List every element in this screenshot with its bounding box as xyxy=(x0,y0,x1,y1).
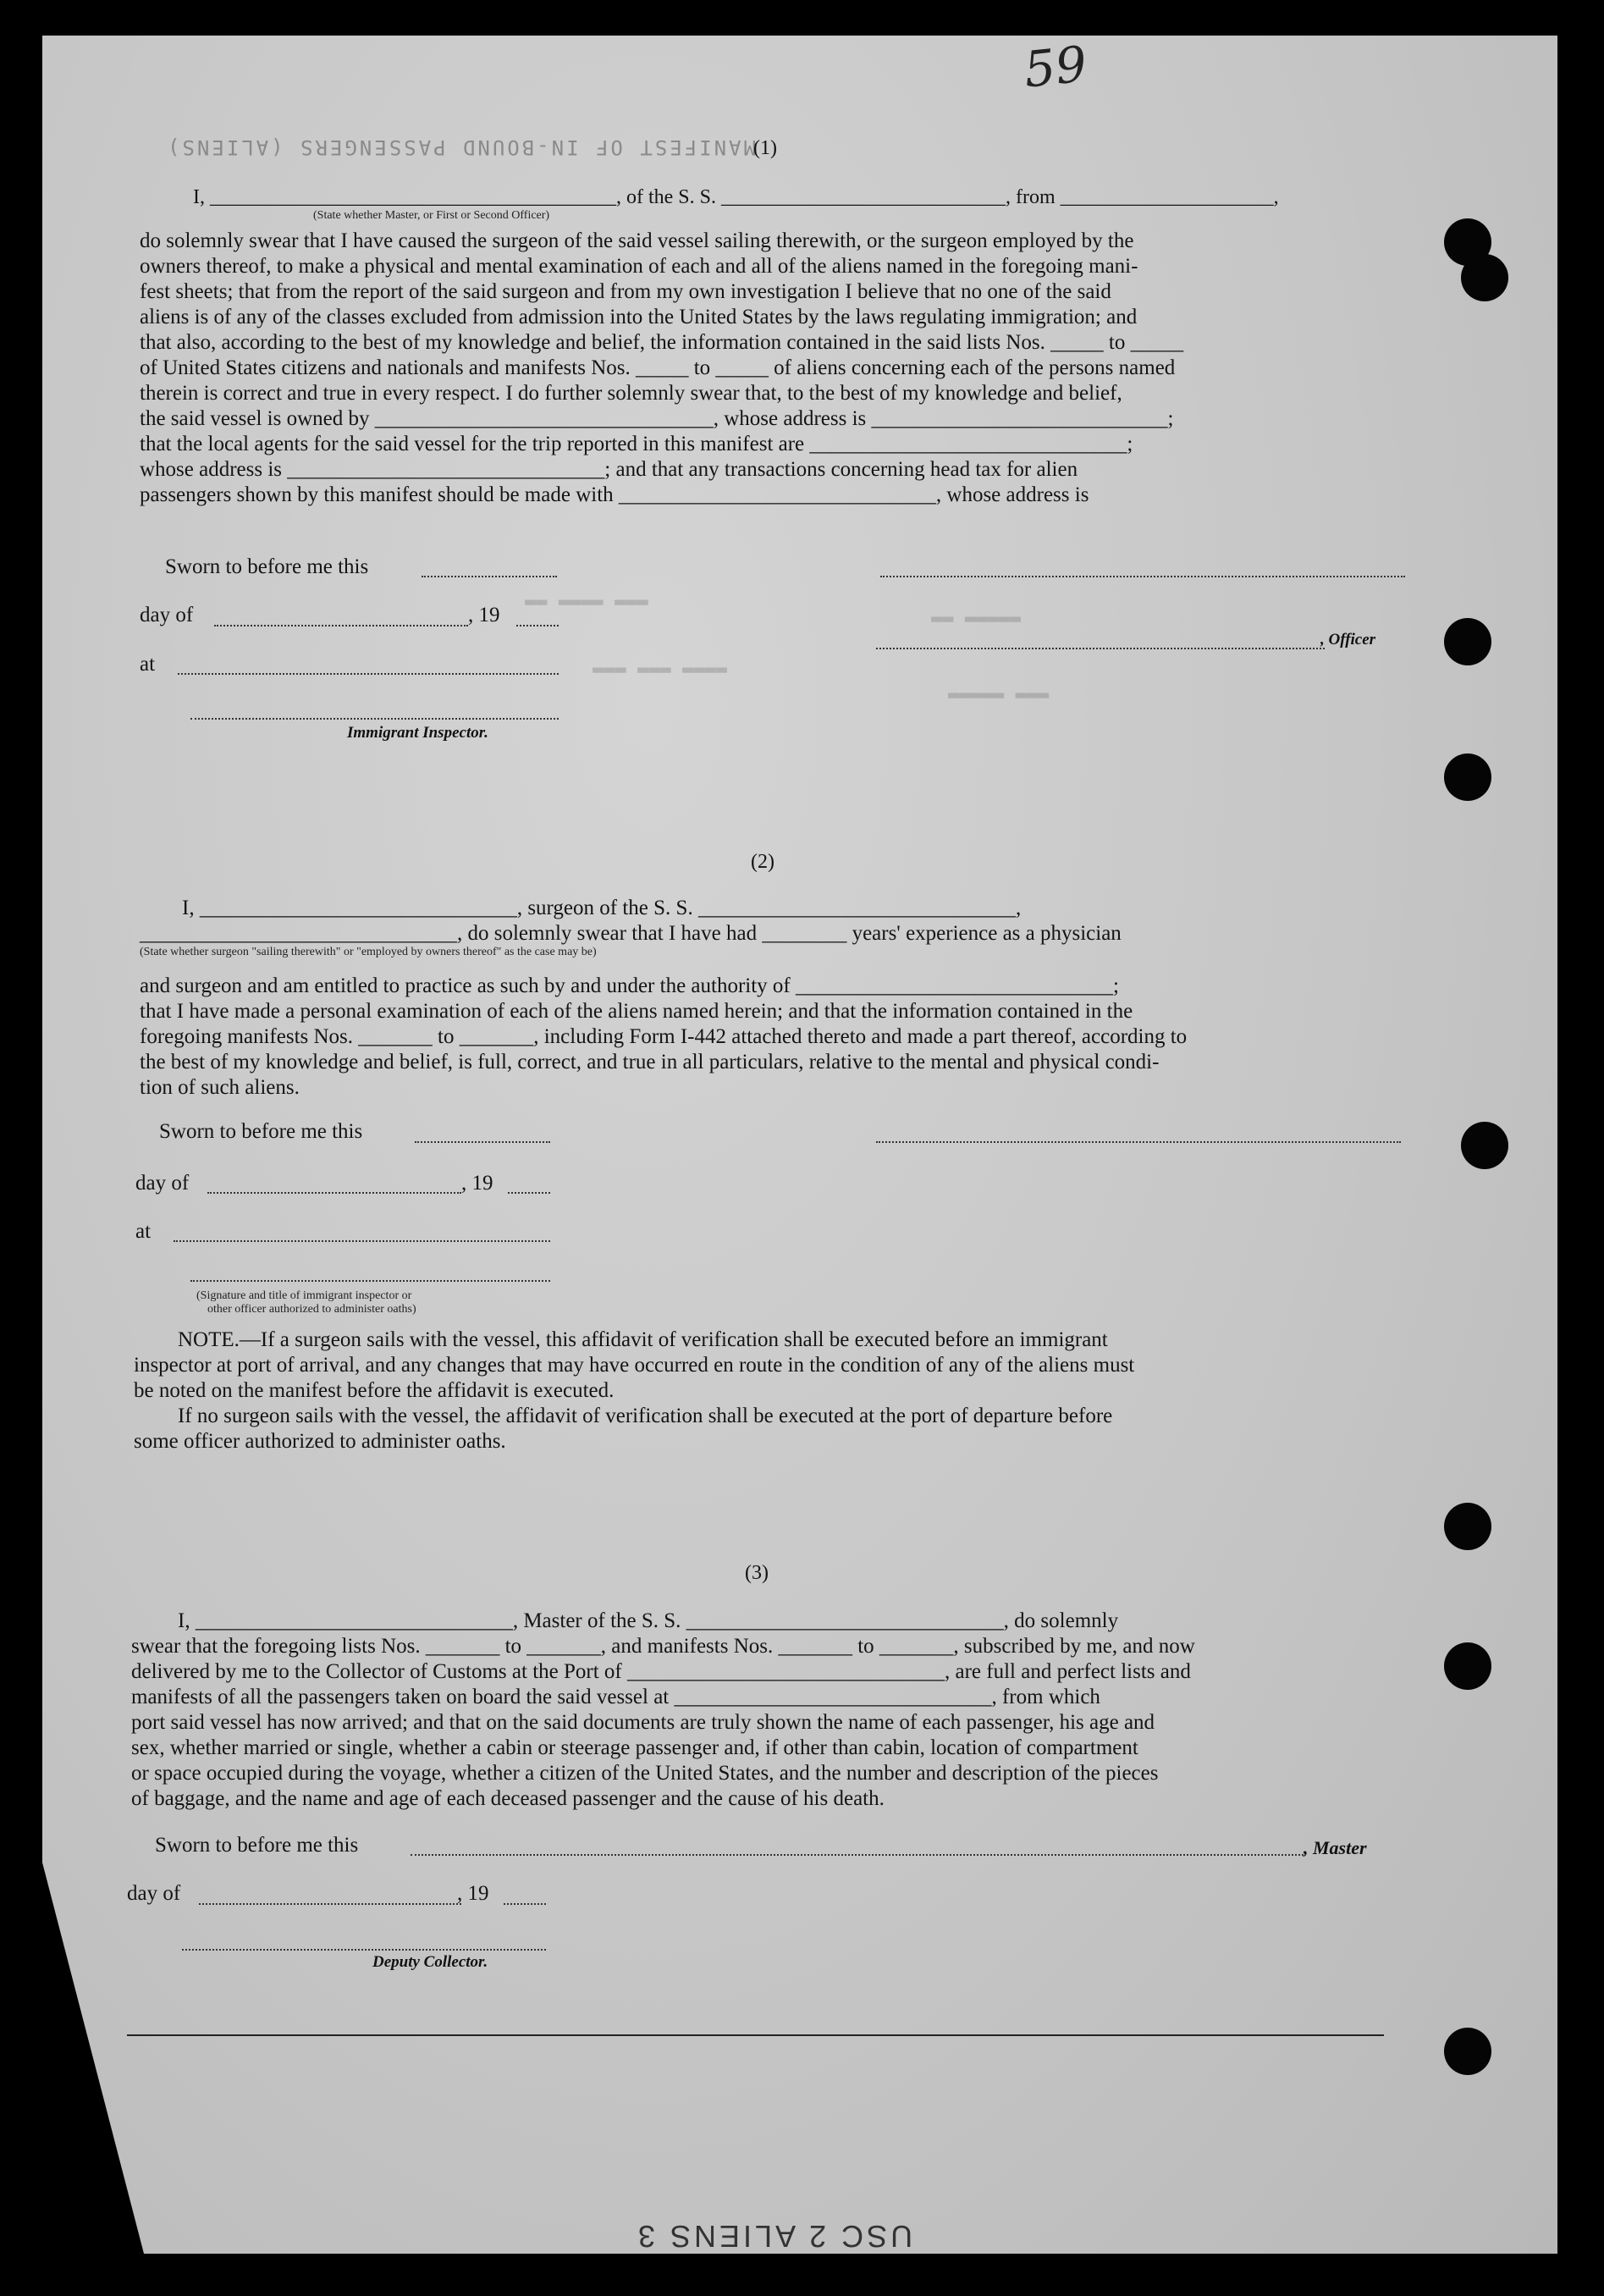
affidavit-line: that the local agents for the said vessel for the trip reported in this manifest are ______________________________; xyxy=(140,433,1133,455)
affidavit-line: I, ________________________________________, of the S. S. ____________________________, from _____________________, xyxy=(193,186,1279,208)
footer-mark: USC 2 ALIENS 3 xyxy=(635,2219,913,2254)
affidavit-line: swear that the foregoing lists Nos. _______ to _______, and manifests Nos. _______ to _______, subscribed by me, and now xyxy=(131,1635,1195,1658)
affidavit-line: fest sheets; that from the report of the said surgeon and from my own investigation I believe that no one of the said xyxy=(140,280,1111,303)
affidavit-line: do solemnly swear that I have caused the surgeon of the said vessel sailing therewith, or the surgeon employed by the xyxy=(140,229,1134,252)
affidavit-line: I, ______________________________, surgeon of the S. S. ______________________________, xyxy=(182,897,1022,919)
affidavit-line: ______________________________, do solemnly swear that I have had ________ years' experience as a physician xyxy=(140,922,1122,945)
affidavit-line: manifests of all the passengers taken on board the said vessel at ______________________________, from which xyxy=(131,1686,1100,1708)
collector-signature-line[interactable] xyxy=(182,1949,546,1951)
day-of-label: day of xyxy=(127,1882,181,1905)
affidavit-line: I, ______________________________, Master of the S. S. ______________________________, do solemnly xyxy=(178,1609,1119,1632)
year-label: , 19 xyxy=(461,1172,493,1195)
day-of-label: day of xyxy=(140,604,194,626)
handwritten-page-number: 59 xyxy=(1021,35,1090,99)
note-line: some officer authorized to administer oaths. xyxy=(134,1430,506,1453)
sworn-label: Sworn to before me this xyxy=(159,1120,363,1143)
year-label: , 19 xyxy=(457,1882,489,1905)
officer-signature-field[interactable] xyxy=(876,648,1325,649)
affidavit-line: sex, whether married or single, whether a cabin or steerage passenger and, if other than cabin, location of compartment xyxy=(131,1736,1138,1759)
day-field[interactable] xyxy=(207,1192,461,1194)
bleed-through-text: ▬▬▬ ▬▬▬▬▬ xyxy=(948,686,1050,707)
day-of-label: day of xyxy=(135,1172,190,1195)
affidavit-line: tion of such aliens. xyxy=(140,1076,300,1099)
punch-hole xyxy=(1444,618,1491,665)
year-field[interactable] xyxy=(504,1903,546,1905)
surgeon-signature-line[interactable] xyxy=(876,1141,1401,1143)
affidavit-line: foregoing manifests Nos. _______ to _______, including Form I-442 attached thereto and made a part thereof, according to xyxy=(140,1025,1188,1048)
punch-hole xyxy=(1444,1503,1491,1550)
sworn-label: Sworn to before me this xyxy=(165,555,369,578)
inspector-signature-line[interactable] xyxy=(190,718,559,720)
signature-caption: (Signature and title of immigrant inspector or xyxy=(196,1289,412,1302)
affidavit-line: the said vessel is owned by ________________________________, whose address is ____________________________; xyxy=(140,407,1174,430)
affidavit-line: the best of my knowledge and belief, is full, correct, and true in all particulars, relative to the mental and physical condi- xyxy=(140,1051,1160,1073)
note-line: be noted on the manifest before the affidavit is executed. xyxy=(134,1379,615,1402)
place-field[interactable] xyxy=(178,673,559,675)
master-title: , Master xyxy=(1304,1837,1367,1858)
punch-hole xyxy=(1444,753,1491,801)
field-caption: (State whether Master, or First or Second Officer) xyxy=(313,209,550,222)
punch-hole xyxy=(1461,254,1508,301)
bleed-through-text: ▬▬▬▬▬ ▬▬ xyxy=(931,610,1021,631)
place-field[interactable] xyxy=(174,1240,550,1242)
affidavit-line: that I have made a personal examination of each of the aliens named herein; and that the information contained in the xyxy=(140,1000,1133,1023)
affidavit-line: of United States citizens and nationals and manifests Nos. _____ to _____ of aliens concerning each of the persons named xyxy=(140,356,1176,379)
affidavit-line: passengers shown by this manifest should be made with ______________________________, whose address is xyxy=(140,483,1089,506)
collector-title: Deputy Collector. xyxy=(372,1953,488,1971)
year-field[interactable] xyxy=(516,625,559,626)
at-label: at xyxy=(140,653,156,676)
section-number: (1) xyxy=(753,137,777,159)
note-line: If no surgeon sails with the vessel, the affidavit of verification shall be executed at the port of departure before xyxy=(178,1405,1113,1427)
affidavit-line: delivered by me to the Collector of Customs at the Port of ______________________________, are full and perfect lists and xyxy=(131,1660,1191,1683)
affidavit-line: or space occupied during the voyage, whether a citizen of the United States, and the number and description of the pieces xyxy=(131,1762,1159,1785)
affidavit-line: owners thereof, to make a physical and mental examination of each and all of the aliens named in the foregoing mani- xyxy=(140,255,1138,278)
inspector-title: Immigrant Inspector. xyxy=(347,724,488,742)
affidavit-line: therein is correct and true in every respect. I do further solemnly swear that, to the best of my knowledge and belief, xyxy=(140,382,1122,405)
bleed-through-header: MANIFEST OF IN-BOUND PASSENGERS (ALIENS) xyxy=(165,135,756,159)
affidavit-line: that also, according to the best of my knowledge and belief, the information contained in the said lists Nos. _____ to _____ xyxy=(140,331,1184,354)
day-field[interactable] xyxy=(199,1903,461,1905)
bottom-divider xyxy=(127,2034,1384,2036)
sworn-label: Sworn to before me this xyxy=(155,1834,359,1857)
signature-caption: other officer authorized to administer oaths) xyxy=(207,1303,416,1316)
affidavit-line: and surgeon and am entitled to practice as such by and under the authority of ______________________________; xyxy=(140,974,1119,997)
affidavit-line: aliens is of any of the classes excluded from admission into the United States by the laws regulating immigration; and xyxy=(140,306,1138,328)
section-number: (3) xyxy=(745,1562,769,1584)
field-caption: (State whether surgeon "sailing therewith" or "employed by owners thereof" as the case may be) xyxy=(140,946,597,958)
punch-hole xyxy=(1461,1122,1508,1169)
punch-hole xyxy=(1444,2028,1491,2075)
sworn-date-field[interactable] xyxy=(415,1141,550,1143)
affidavit-line: of baggage, and the name and age of each deceased passenger and the cause of his death. xyxy=(131,1787,885,1810)
affidavit-line: whose address is ______________________________; and that any transactions concerning head tax for alien xyxy=(140,458,1078,481)
note-line: NOTE.—If a surgeon sails with the vessel, this affidavit of verification shall be executed before an immigrant xyxy=(178,1328,1108,1351)
bleed-through-text: ▬▬▬▬ ▬▬▬ ▬▬▬ xyxy=(593,660,727,682)
section-number: (2) xyxy=(751,851,774,873)
note-line: inspector at port of arrival, and any changes that may have occurred en route in the condition of any of the aliens must xyxy=(134,1354,1135,1377)
bleed-through-text: ▬▬▬ ▬▬▬▬ ▬▬ xyxy=(525,593,648,614)
master-signature-line[interactable] xyxy=(411,1854,1304,1856)
sworn-date-field[interactable] xyxy=(422,576,557,577)
officer-signature-line[interactable] xyxy=(880,576,1405,577)
affidavit-line: port said vessel has now arrived; and that on the said documents are truly shown the name of each passenger, his age and xyxy=(131,1711,1155,1734)
punch-hole xyxy=(1444,1642,1491,1690)
year-field[interactable] xyxy=(508,1192,550,1194)
officer-title: , Officer xyxy=(1320,631,1376,649)
at-label: at xyxy=(135,1220,152,1243)
year-label: , 19 xyxy=(468,604,500,626)
authorized-signature-line[interactable] xyxy=(190,1280,550,1282)
day-field[interactable] xyxy=(214,625,468,626)
